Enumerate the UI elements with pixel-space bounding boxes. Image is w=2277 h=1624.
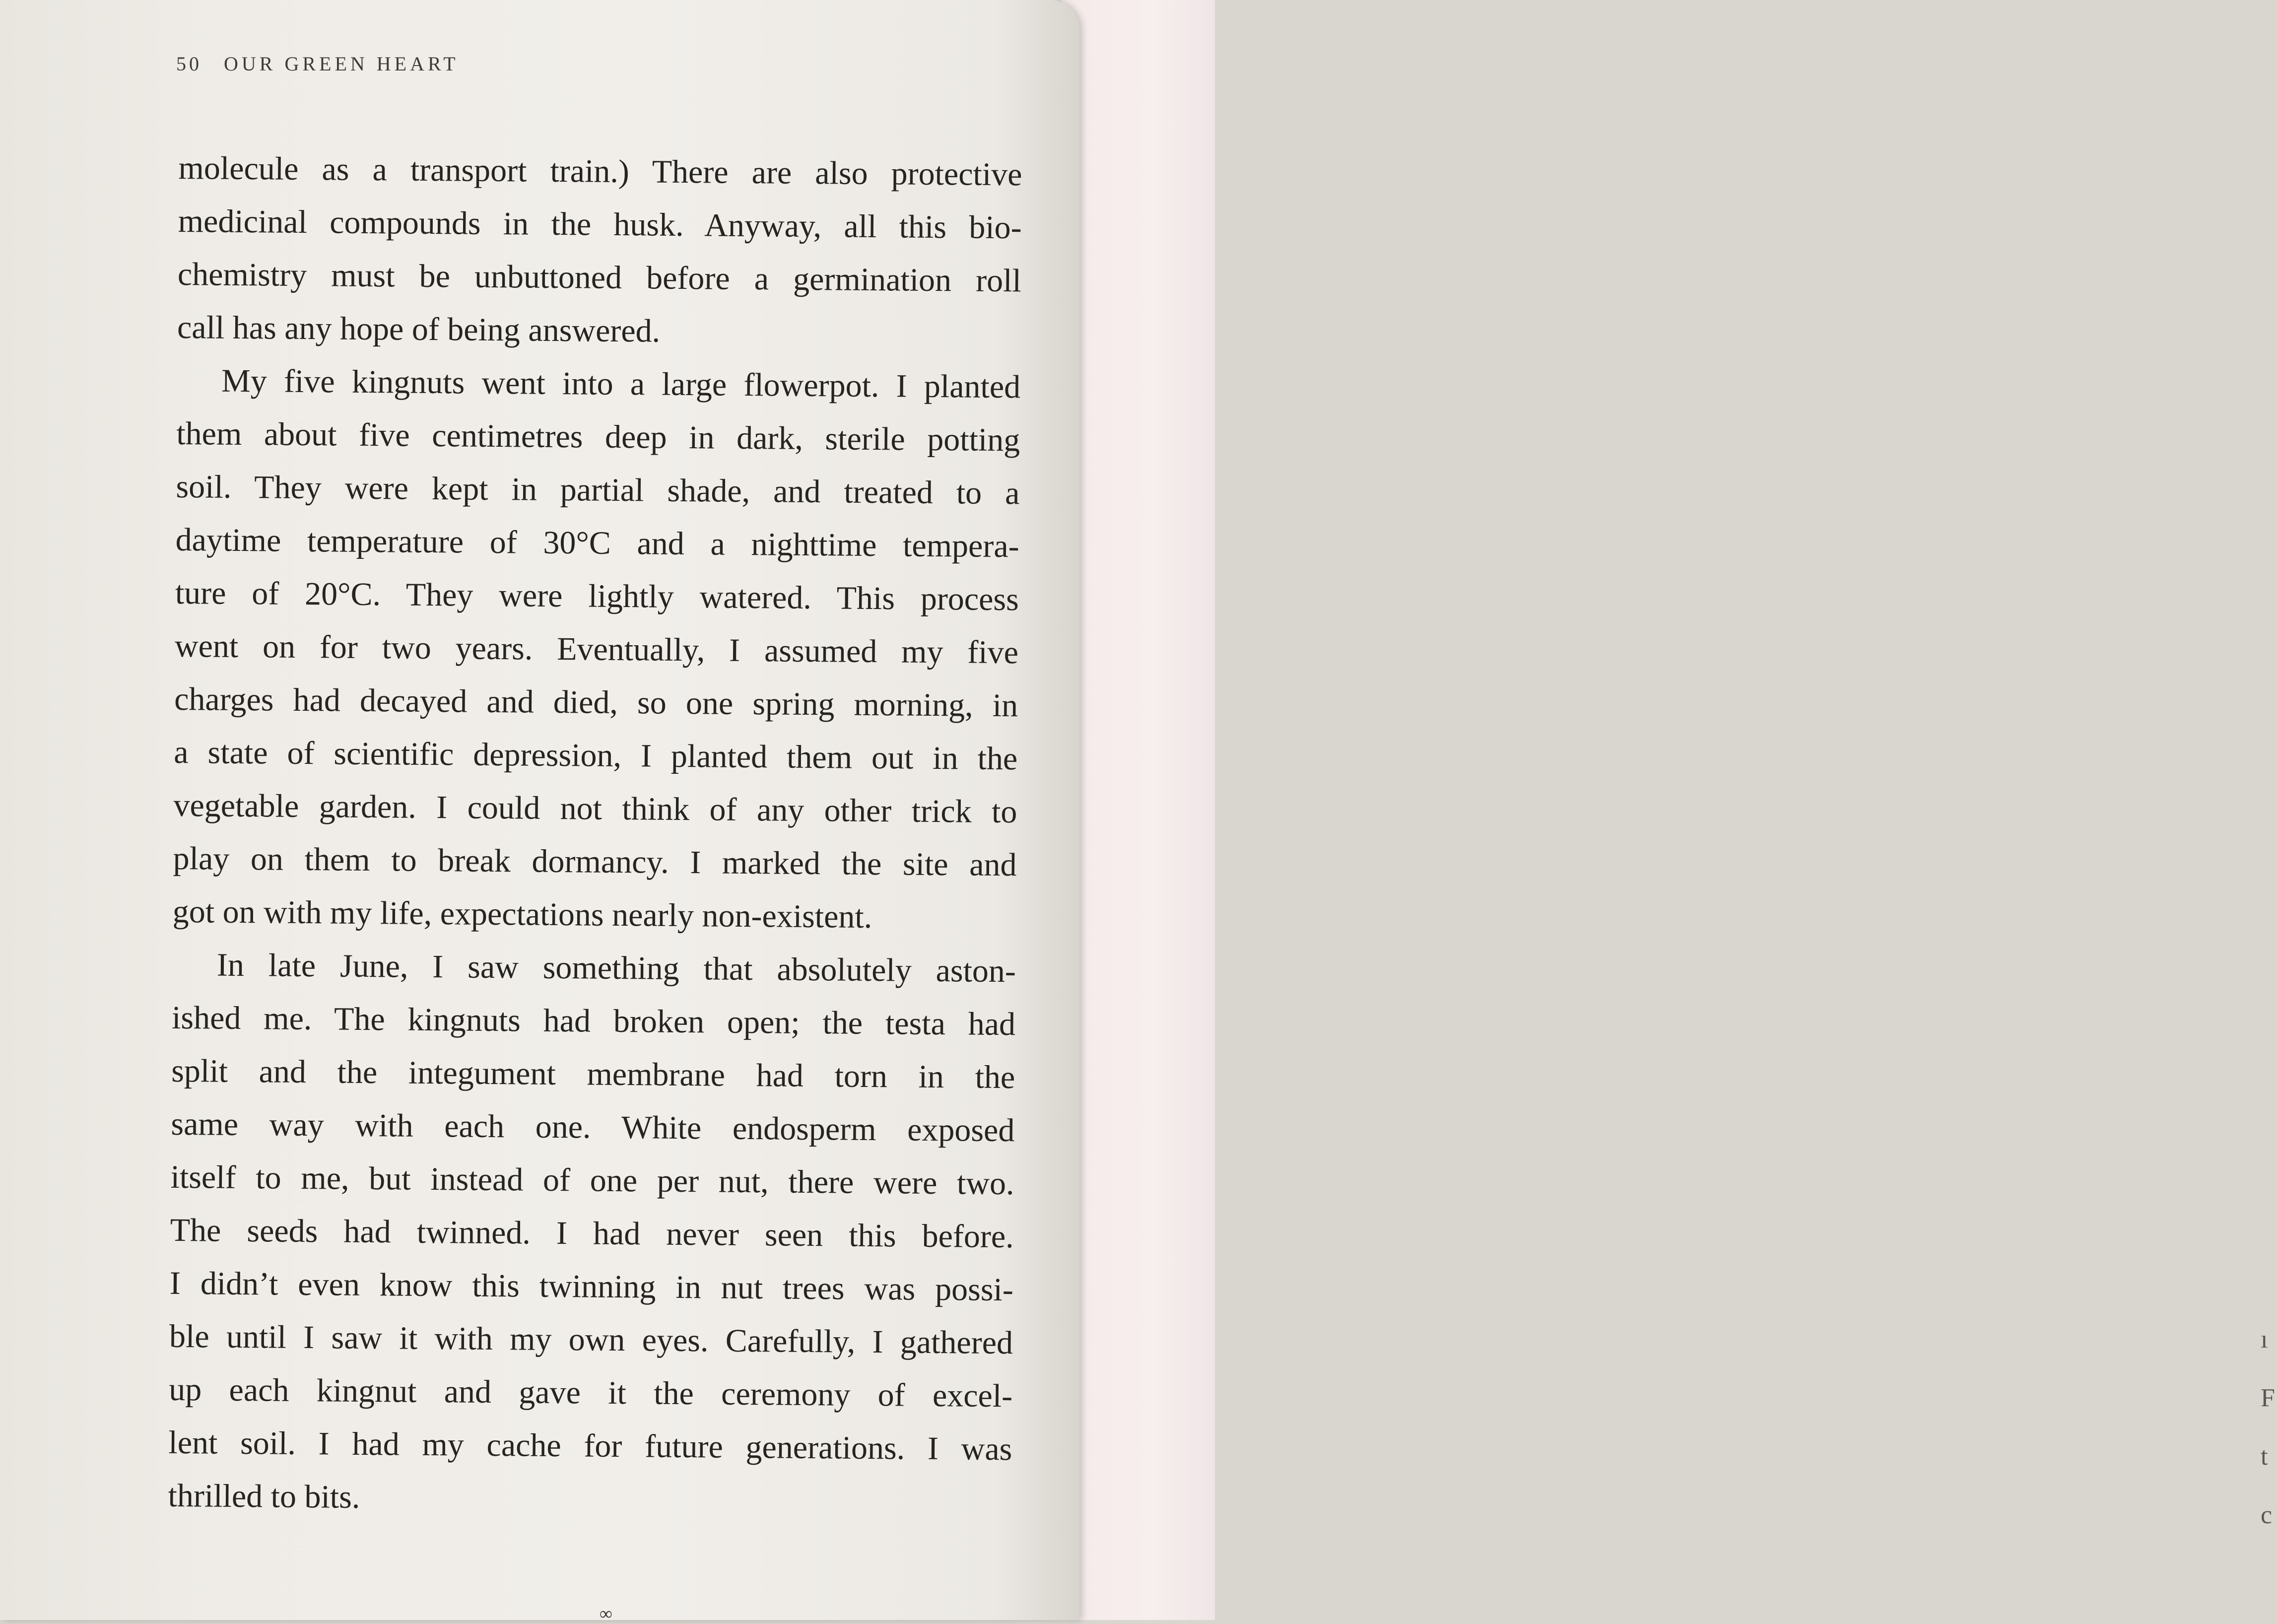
text-line: soil. They were kept in partial shade, and treated to a bbox=[176, 468, 1020, 512]
paragraph bbox=[177, 141, 1022, 360]
adjacent-page-text bbox=[2261, 1310, 2277, 1545]
section-break-ornament: ∞ bbox=[600, 1604, 613, 1624]
text-line: same way with each one. White endosperm exposed bbox=[171, 1105, 1015, 1149]
page-number: 50 bbox=[176, 53, 202, 75]
text-line: itself to me, but instead of one per nut, there were two. bbox=[170, 1158, 1014, 1202]
text-line: charges had decayed and died, so one spring morning, in bbox=[174, 680, 1018, 724]
text-line: molecule as a transport train.) There are also protective bbox=[178, 149, 1022, 193]
text-line: ble until I saw it with my own eyes. Carefully, I gathered bbox=[169, 1318, 1013, 1361]
adjacent-letter: t bbox=[2261, 1442, 2268, 1471]
text-line: up each kingnut and gave it the ceremony of excel- bbox=[168, 1371, 1013, 1415]
running-title: OUR GREEN HEART bbox=[224, 53, 459, 75]
text-line: vegetable garden. I could not think of any other trick to bbox=[173, 787, 1017, 830]
text-line: daytime temperature of 30°C and a nighttime tempera- bbox=[175, 521, 1019, 565]
text-line: medicinal compounds in the husk. Anyway, all this bio- bbox=[178, 203, 1022, 246]
text-line: got on with my life, expectations nearly non-existent. bbox=[172, 893, 872, 936]
text-line: split and the integument membrane had torn in the bbox=[171, 1052, 1015, 1096]
text-line: I didn’t even know this twinning in nut trees was possi- bbox=[169, 1265, 1014, 1308]
adjacent-letter: ı bbox=[2261, 1325, 2268, 1353]
text-line: them about five centimetres deep in dark, sterile potting bbox=[176, 415, 1020, 459]
text-line: ture of 20°C. They were lightly watered. This process bbox=[175, 574, 1019, 618]
text-line: play on them to break dormancy. I marked the site and bbox=[173, 840, 1017, 883]
text-line: My five kingnuts went into a large flowerpot. I planted bbox=[221, 362, 1021, 406]
text-line: In late June, I saw something that absolutely aston- bbox=[216, 947, 1016, 990]
text-line: call has any hope of being answered. bbox=[177, 309, 661, 349]
text-line: went on for two years. Eventually, I assumed my five bbox=[174, 627, 1019, 671]
adjacent-letter: c bbox=[2261, 1501, 2273, 1529]
adjacent-letter: F bbox=[2261, 1384, 2275, 1412]
body-text bbox=[168, 141, 1022, 1529]
paragraph bbox=[172, 354, 1020, 945]
text-line: thrilled to bits. bbox=[168, 1477, 360, 1515]
book-page bbox=[0, 0, 1079, 1624]
text-line: lent soil. I had my cache for future generations. I was bbox=[168, 1424, 1012, 1468]
text-line: a state of scientific depression, I planted them out in the bbox=[174, 734, 1018, 777]
text-line: ished me. The kingnuts had broken open; the testa had bbox=[171, 999, 1016, 1043]
adjacent-page bbox=[1062, 0, 2275, 1620]
paragraph bbox=[168, 938, 1016, 1529]
page-header bbox=[176, 52, 459, 75]
text-line: chemistry must be unbuttoned before a germination roll bbox=[177, 256, 1022, 299]
text-line: The seeds had twinned. I had never seen this before. bbox=[170, 1212, 1014, 1255]
